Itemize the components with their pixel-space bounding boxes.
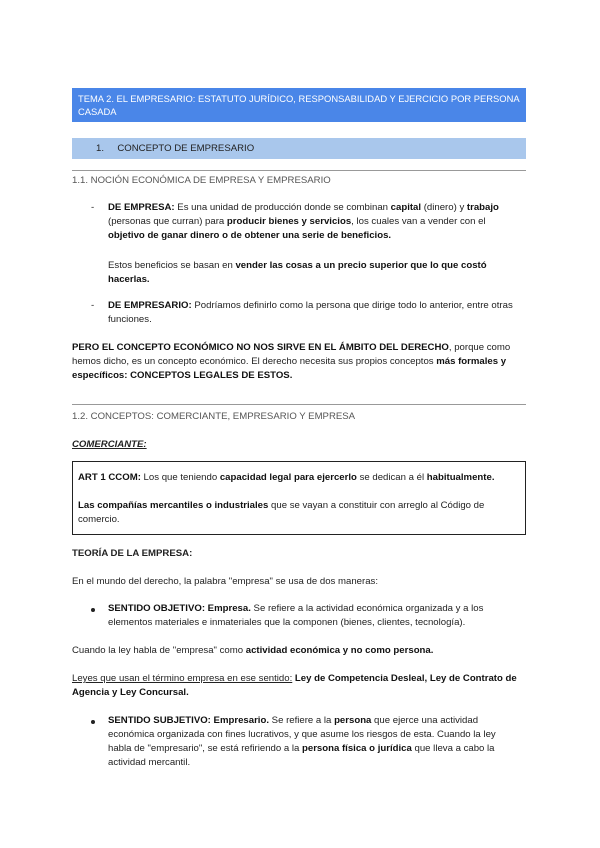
text: SENTIDO SUBJETIVO: Empresario. (108, 715, 269, 726)
list-item-subjetivo (108, 714, 532, 770)
text: se dedican a él (356, 472, 427, 483)
text: Estos beneficios se basan en (108, 260, 236, 271)
text: Ley de Competencia Desleal, Ley de Contrato de (292, 673, 517, 684)
list-item-objetivo (108, 602, 528, 630)
text: habla de "empresario", se está refiriendo a la (108, 743, 302, 754)
text: producir bienes y servicios (226, 216, 352, 227)
text: específicos: CONCEPTOS LEGALES DE ESTOS. (72, 370, 293, 381)
section-heading-banner (72, 138, 526, 159)
text: hemos dicho, es un concepto económico. El derecho necesita sus propios conceptos (72, 356, 437, 367)
paragraph-cuando (72, 644, 433, 658)
text: persona (334, 715, 372, 726)
text: capital (390, 202, 422, 213)
text: elementos materiales e inmateriales que la componen (bienes, clientes, tecnología). (108, 617, 466, 628)
divider (72, 170, 526, 171)
text: Se refiere a la (269, 715, 335, 726)
text: comercio. (78, 514, 120, 525)
text: , los cuales van a vender con el (351, 216, 486, 227)
text: Agencia y Ley Concursal. (72, 687, 189, 698)
text: que lleva a cabo la (411, 743, 495, 754)
text: Es una unidad de producción donde se combinan (174, 202, 391, 213)
text: Podríamos definirlo como la persona que dirige todo lo anterior, entre otras (191, 300, 513, 311)
text: actividad económica y no como persona. (245, 645, 434, 656)
divider (72, 404, 526, 405)
section-number: 1. (96, 143, 105, 154)
bullet-dot-icon (91, 608, 95, 612)
text: persona física o jurídica (302, 743, 412, 754)
subheading-1-1: 1.1. NOCIÓN ECONÓMICA DE EMPRESA Y EMPRESARIO (72, 175, 331, 186)
section-title: CONCEPTO DE EMPRESARIO (117, 143, 255, 154)
paragraph-mundo: En el mundo del derecho, la palabra "empresa" se usa de dos maneras: (72, 576, 378, 587)
paragraph-beneficios (108, 259, 528, 287)
dash-bullet-icon: - (91, 300, 95, 311)
article-line-1 (78, 471, 518, 485)
text: , porque como (448, 342, 511, 353)
text: funciones. (108, 314, 152, 325)
list-item-empresa (108, 201, 528, 243)
text: que ejerce una actividad (371, 715, 479, 726)
text: (personas que curran) para (108, 216, 227, 227)
text: más formales y (436, 356, 507, 367)
comerciante-heading: COMERCIANTE: (72, 439, 147, 450)
chapter-title: TEMA 2. EL EMPRESARIO: ESTATUTO JURÍDICO, RESPONSABILIDAD Y EJERCICIO POR PERSONA CASADA (78, 93, 520, 117)
text: Las compañías mercantiles o industriales (78, 500, 269, 511)
article-line-2 (78, 499, 518, 527)
empresario-label: DE EMPRESARIO: (108, 300, 192, 311)
paragraph-leyes (72, 672, 532, 700)
text: Leyes que usan el término empresa en ese sentido: (72, 673, 293, 684)
subheading-1-2: 1.2. CONCEPTOS: COMERCIANTE, EMPRESARIO Y EMPRESA (72, 411, 356, 422)
text: ART 1 CCOM: (78, 472, 141, 483)
text: trabajo (466, 202, 499, 213)
text: objetivo de ganar dinero o de obtener una serie de beneficios. (108, 230, 392, 241)
text: que se vayan a constituir con arreglo al Código de (268, 500, 485, 511)
text: Se refiere a la actividad económica organizada y a los (250, 603, 484, 614)
paragraph-pero (72, 341, 532, 383)
text: económica organizada con fines lucrativos, y que asume los riesgos de esta. Cuando la ley (108, 729, 496, 740)
teoria-heading: TEORÍA DE LA EMPRESA: (72, 548, 193, 559)
bullet-dot-icon (91, 720, 95, 724)
empresa-label: DE EMPRESA: (108, 202, 175, 213)
text: PERO EL CONCEPTO ECONÓMICO NO NOS SIRVE EN EL ÁMBITO DEL DERECHO (72, 342, 449, 353)
list-item-empresario (108, 299, 528, 327)
text: Los que teniendo (140, 472, 220, 483)
text: capacidad legal para ejercerlo (219, 472, 357, 483)
text: actividad mercantil. (108, 757, 191, 768)
text: habitualmente. (426, 472, 495, 483)
dash-bullet-icon: - (91, 202, 95, 213)
text: hacerlas. (108, 274, 150, 285)
text: SENTIDO OBJETIVO: Empresa. (108, 603, 251, 614)
text: vender las cosas a un precio superior que lo que costó (235, 260, 487, 271)
text: (dinero) y (421, 202, 467, 213)
text: Cuando la ley habla de "empresa" como (72, 645, 246, 656)
chapter-title-banner (72, 88, 526, 122)
